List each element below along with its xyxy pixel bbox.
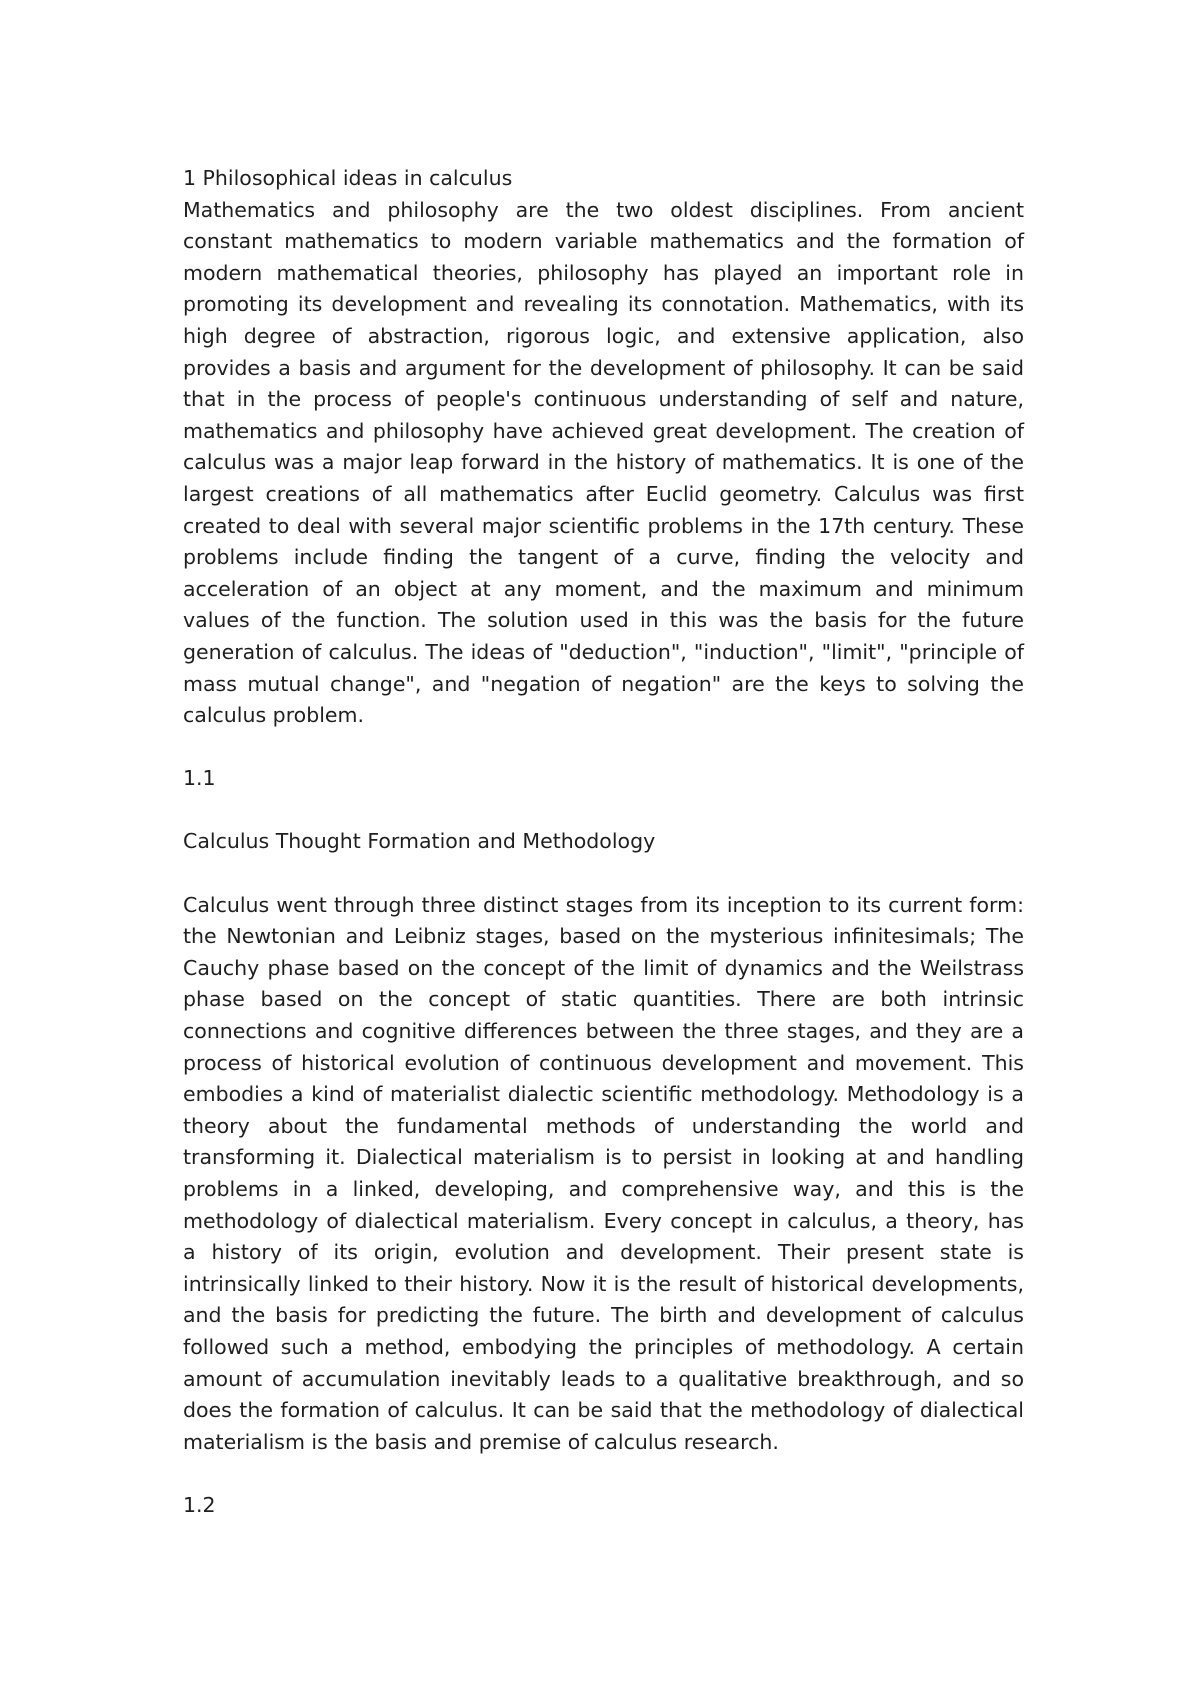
subsection-paragraph: Calculus went through three distinct stages from its inception to its current form: the Newtonian and Leibniz stages, based on the mysterious infinitesimals; The Cauchy phase based on the concept of the limit of dynamics and the Weilstrass phase based on the concept of static quantities. There are both intrinsic connections and cognitive differences between the three stages, and they are a process of historical evolution of continuous development and movement. This embodies a kind of materialist dialectic scientific methodology. Methodology is a theory about the fundamental methods of understanding the world and transforming it. Dialectical materialism is to persist in looking at and handling problems in a linked, developing, and comprehensive way, and this is the methodology of dialectical materialism. Every concept in calculus, a theory, has a history of its origin, evolution and development. Their present state is intrinsically linked to their history. Now it is the result of historical developments, and the basis for predicting the future. The birth and development of calculus followed such a method, embodying the principles of methodology. A certain amount of accumulation inevitably leads to a qualitative breakthrough, and so does the formation of calculus. It can be said that the methodology of dialectical materialism is the basis and premise of calculus research. — [183, 892, 1024, 1454]
blank-line — [183, 795, 1024, 827]
blank-line — [183, 732, 1024, 764]
subsection-number: 1.1 — [183, 766, 216, 791]
subsection-number: 1.2 — [183, 1492, 216, 1517]
subsection-title: Calculus Thought Formation and Methodology — [183, 829, 656, 854]
document-body — [183, 163, 1024, 1522]
blank-line — [183, 1458, 1024, 1490]
blank-line — [183, 858, 1024, 890]
section-paragraph: Mathematics and philosophy are the two oldest disciplines. From ancient constant mathematics to modern variable mathematics and the formation of modern mathematical theories, philosophy has played an important role in promoting its development and revealing its connotation. Mathematics, with its high degree of abstraction, rigorous logic, and extensive application, also provides a basis and argument for the development of philosophy. It can be said that in the process of people's continuous understanding of self and nature, mathematics and philosophy have achieved great development. The creation of calculus was a major leap forward in the history of mathematics. It is one of the largest creations of all mathematics after Euclid geometry. Calculus was first created to deal with several major scientific problems in the 17th century. These problems include finding the tangent of a curve, finding the velocity and acceleration of an object at any moment, and the maximum and minimum values of the function. The solution used in this was the basis for the future generation of calculus. The ideas of "deduction", "induction", "limit", "principle of mass mutual change", and "negation of negation" are the keys to solving the calculus problem. — [183, 197, 1024, 728]
section-heading: 1 Philosophical ideas in calculus — [183, 166, 513, 190]
